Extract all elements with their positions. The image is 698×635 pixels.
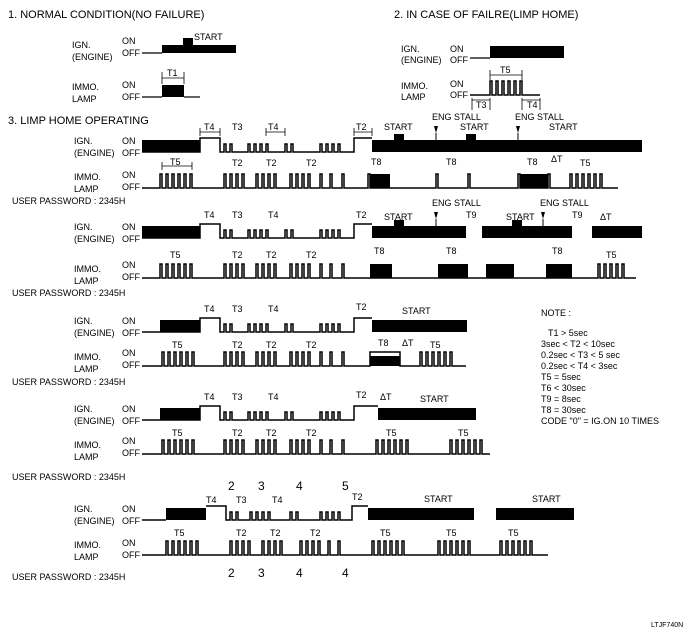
t5-label: T5: [446, 528, 457, 538]
engine-label: (ENGINE): [74, 234, 115, 244]
t8-label: T8: [527, 157, 538, 167]
t5-label: T5: [508, 528, 519, 538]
t5-label: T5: [386, 428, 397, 438]
note-line: 3sec < T2 < 10sec: [541, 339, 615, 349]
start-label: START: [506, 212, 535, 222]
t8-label: T8: [446, 246, 457, 256]
t3-label: T3: [236, 495, 247, 505]
code-digit: 2: [228, 479, 235, 493]
t2-label: T2: [232, 340, 243, 350]
note-line: CODE "0" = IG.ON 10 TIMES: [541, 416, 660, 426]
t2-label: T2: [266, 428, 277, 438]
t9-label: T9: [466, 210, 477, 220]
t4-label: T4: [204, 122, 215, 132]
lamp-label: LAMP: [74, 552, 99, 562]
ign-label: IGN.: [74, 504, 93, 514]
ign-label: IGN.: [74, 404, 93, 414]
note-line: T1 > 5sec: [548, 328, 588, 338]
start-label: START: [384, 212, 413, 222]
t2-label: T2: [306, 250, 317, 260]
t5-label: T5: [580, 158, 591, 168]
note-line: T9 = 8sec: [541, 394, 581, 404]
t2-label: T2: [356, 302, 367, 312]
eng-stall-label: ENG STALL: [540, 198, 589, 208]
off-label: OFF: [122, 448, 140, 458]
engine-label: (ENGINE): [74, 148, 115, 158]
t4-label: T4: [206, 495, 217, 505]
off-label: OFF: [122, 416, 140, 426]
on-label: ON: [450, 44, 464, 54]
immo-label: IMMO.: [74, 352, 101, 362]
t2-label: T2: [306, 428, 317, 438]
off-label: OFF: [122, 148, 140, 158]
t2-label: T2: [232, 250, 243, 260]
heading-limp-home-operating: 3. LIMP HOME OPERATING: [8, 115, 149, 127]
start-pulse: [183, 38, 193, 45]
t3-label: T3: [232, 392, 243, 402]
engine-label: (ENGINE): [74, 328, 115, 338]
limp-operating-row-2: [12, 198, 642, 298]
immo-label: IMMO.: [74, 264, 101, 274]
engine-label: (ENGINE): [74, 416, 115, 426]
ign-on-pulse: [368, 508, 474, 520]
off-label: OFF: [122, 360, 140, 370]
off-label: OFF: [122, 328, 140, 338]
engine-label: (ENGINE): [401, 55, 442, 65]
limp-operating-row-4: [12, 390, 490, 482]
t3-label: T3: [232, 122, 243, 132]
figure-code: LTJF740N: [651, 622, 684, 629]
t8-label: T8: [378, 338, 389, 348]
engine-label: (ENGINE): [72, 52, 113, 62]
lamp-label: LAMP: [74, 364, 99, 374]
heading-limp-home: 2. IN CASE OF FAILRE(LIMP HOME): [394, 9, 579, 21]
on-label: ON: [122, 436, 136, 446]
t5-label: T5: [170, 157, 181, 167]
t2-label: T2: [232, 158, 243, 168]
start-label: START: [460, 122, 489, 132]
limp-operating-row-3: [12, 302, 467, 387]
ign-on-pulse: [378, 408, 476, 420]
on-label: ON: [122, 222, 136, 232]
ign-on-pulse: [496, 508, 574, 520]
t5-label: T5: [172, 428, 183, 438]
off-label: OFF: [122, 272, 140, 282]
ign-label: IGN.: [74, 316, 93, 326]
start-label: START: [402, 306, 431, 316]
t5-label: T5: [458, 428, 469, 438]
code-digit: 2: [228, 566, 235, 580]
t2-label: T2: [266, 158, 277, 168]
note-line: 0.2sec < T3 < 5 sec: [541, 350, 620, 360]
start-label: START: [194, 32, 223, 42]
user-password: USER PASSWORD : 2345H: [12, 377, 126, 387]
lamp-label: LAMP: [74, 276, 99, 286]
delta-t-label: ΔT: [600, 212, 612, 222]
code-digit: 3: [258, 479, 265, 493]
delta-t-label: ΔT: [551, 154, 563, 164]
off-label: OFF: [122, 550, 140, 560]
note-line: T6 < 30sec: [541, 383, 586, 393]
user-password: USER PASSWORD : 2345H: [12, 288, 126, 298]
t4-label: T4: [204, 392, 215, 402]
immo-label: IMMO.: [74, 440, 101, 450]
t5-label: T5: [174, 528, 185, 538]
t8-label: T8: [374, 246, 385, 256]
ign-on-pulse: [162, 45, 236, 53]
eng-stall-label: ENG STALL: [432, 112, 481, 122]
t2-label: T2: [236, 528, 247, 538]
t5-label: T5: [170, 250, 181, 260]
immo-label: IMMO.: [74, 172, 101, 182]
lamp-label: LAMP: [72, 94, 97, 104]
user-password: USER PASSWORD : 2345H: [12, 572, 126, 582]
t5-label: T5: [500, 65, 511, 75]
code-digit: 4: [342, 566, 349, 580]
eng-stall-label: ENG STALL: [515, 112, 564, 122]
off-label: OFF: [450, 90, 468, 100]
t5-label: T5: [172, 340, 183, 350]
t4-label: T4: [204, 210, 215, 220]
off-label: OFF: [450, 55, 468, 65]
start-label: START: [532, 494, 561, 504]
start-label: START: [384, 122, 413, 132]
ign-label: IGN.: [74, 222, 93, 232]
user-password: USER PASSWORD : 2345H: [12, 196, 126, 206]
note-box: [541, 308, 659, 426]
t2-label: T2: [270, 528, 281, 538]
t5-label: T5: [606, 250, 617, 260]
t4-label: T4: [268, 392, 279, 402]
on-label: ON: [450, 79, 464, 89]
t2-label: T2: [232, 428, 243, 438]
immo-label: IMMO.: [74, 540, 101, 550]
on-label: ON: [122, 348, 136, 358]
t9-label: T9: [572, 210, 583, 220]
on-label: ON: [122, 316, 136, 326]
off-label: OFF: [122, 48, 140, 58]
t8-label: T8: [552, 246, 563, 256]
limp-home-diagram: [401, 44, 564, 110]
limp-operating-row-5: [12, 479, 574, 582]
code-digit: 3: [258, 566, 265, 580]
t2-label: T2: [306, 158, 317, 168]
immo-label: IMMO.: [72, 82, 99, 92]
t4-label: T4: [272, 495, 283, 505]
t2-label: T2: [352, 492, 363, 502]
lamp-on-pulse: [162, 85, 184, 97]
on-label: ON: [122, 136, 136, 146]
note-line: T8 = 30sec: [541, 405, 586, 415]
on-label: ON: [122, 80, 136, 90]
t2-label: T2: [356, 122, 367, 132]
code-digit: 4: [296, 566, 303, 580]
delta-t-label: ΔT: [380, 392, 392, 402]
ign-on-pulse: [372, 226, 642, 238]
t3-label: T3: [232, 304, 243, 314]
eng-stall-label: ENG STALL: [432, 198, 481, 208]
off-label: OFF: [122, 516, 140, 526]
t8-label: T8: [446, 157, 457, 167]
ign-label: IGN.: [74, 136, 93, 146]
start-label: START: [420, 394, 449, 404]
user-password: USER PASSWORD : 2345H: [12, 472, 126, 482]
t3-label: T3: [232, 210, 243, 220]
t2-label: T2: [306, 340, 317, 350]
normal-condition-diagram: [72, 32, 236, 104]
t2-label: T2: [266, 250, 277, 260]
on-label: ON: [122, 538, 136, 548]
t4-label: T4: [204, 304, 215, 314]
t2-label: T2: [266, 340, 277, 350]
on-label: ON: [122, 504, 136, 514]
t8-label: T8: [371, 157, 382, 167]
t5-label: T5: [380, 528, 391, 538]
t4-label: T4: [268, 304, 279, 314]
start-label: START: [424, 494, 453, 504]
on-label: ON: [122, 170, 136, 180]
t4-label: T4: [268, 210, 279, 220]
note-line: 0.2sec < T4 < 3sec: [541, 361, 618, 371]
ign-on-pulse: [372, 140, 642, 152]
off-label: OFF: [122, 234, 140, 244]
t4-label: T4: [268, 122, 279, 132]
off-label: OFF: [122, 92, 140, 102]
note-title: NOTE :: [541, 308, 572, 318]
t2-label: T2: [310, 528, 321, 538]
t1-label: T1: [167, 68, 178, 78]
lamp-label: LAMP: [74, 184, 99, 194]
on-label: ON: [122, 404, 136, 414]
ign-on-pulse: [372, 320, 467, 332]
t2-label: T2: [356, 390, 367, 400]
t5-label: T5: [430, 340, 441, 350]
on-label: ON: [122, 36, 136, 46]
heading-normal-condition: 1. NORMAL CONDITION(NO FAILURE): [8, 9, 205, 21]
engine-label: (ENGINE): [74, 516, 115, 526]
ign-label: IGN.: [72, 40, 91, 50]
delta-t-label: ΔT: [402, 338, 414, 348]
off-label: OFF: [122, 182, 140, 192]
t2-label: T2: [356, 210, 367, 220]
code-digit: 5: [342, 479, 349, 493]
t4-label: T4: [527, 100, 538, 110]
immo-label: IMMO.: [401, 81, 428, 91]
start-label: START: [549, 122, 578, 132]
t3-label: T3: [476, 100, 487, 110]
code-digit: 4: [296, 479, 303, 493]
lamp-label: LAMP: [74, 452, 99, 462]
ign-label: IGN.: [401, 44, 420, 54]
lamp-label: LAMP: [401, 92, 426, 102]
note-line: T5 = 5sec: [541, 372, 581, 382]
ign-on-pulse: [490, 46, 564, 58]
on-label: ON: [122, 260, 136, 270]
